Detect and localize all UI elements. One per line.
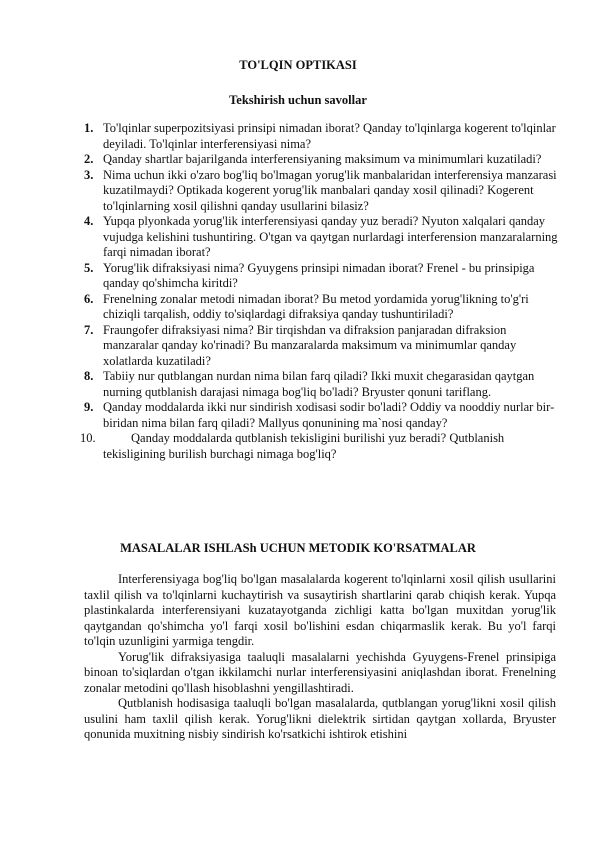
list-item-text: Yorug'lik difraksiyasi nima? Gyuygens prinsipi nimadan iborat? Frenel - bu prinsipiga qanday qo'shimcha kiritdi? — [103, 260, 535, 290]
page-subtitle: Tekshirish uchun savollar — [229, 93, 367, 107]
list-number: 9. — [84, 400, 94, 414]
list-number: 10. — [80, 431, 96, 445]
list-item — [84, 152, 562, 168]
paragraph: Yorug'lik difraksiyasiga taaluqli masalalarni yechishda Gyuygens-Frenel prinsipiga binoan to'siqlardan o'tgan ikkilamchi nurlar interferensiyasini aniqlashdan iborat. Frenelning zonalar metodini qo'llash hisoblashni yengillashtiradi. — [84, 649, 556, 695]
page-title: TO'LQIN OPTIKASI — [239, 58, 357, 72]
list-item-text: Qanday moddalarda ikki nur sindirish xodisasi sodir bo'ladi? Oddiy va nooddiy nurlar bir-biridan nima bilan farq qiladi? Mallyus qonunining ma`nosi qanday? — [103, 400, 555, 430]
list-item-text: Qanday moddalarda qutblanish tekisligini burilishi yuz beradi? Qutblanish — [131, 431, 505, 445]
list-item — [84, 261, 562, 292]
paragraph: Qutblanish hodisasiga taaluqli bo'lgan masalalarda, qutblangan yorug'likni xosil qilish usulini ham taxlil qilish kerak. Yorug'likni dielektrik sirtidan qaytgan xollarda, Bryuster qonunida muxitning nisbiy sindirish ko'rsatkichi ishtirok etishini — [84, 696, 556, 741]
list-item — [80, 431, 562, 462]
list-item — [84, 400, 562, 431]
list-item — [84, 323, 562, 370]
list-item — [84, 292, 562, 323]
list-item — [84, 214, 562, 261]
list-item — [84, 168, 562, 215]
list-item-text: Frenelning zonalar metodi nimadan iborat? Bu metod yordamida yorug'likning to'g'ri chiziqli tarqalish, oddiy to'siqlardagi difraksiya qanday tushuntiriladi? — [103, 291, 529, 321]
list-number: 4. — [84, 214, 94, 228]
question-list — [80, 121, 562, 462]
list-item-text: Yupqa plyonkada yorug'lik interferensiyasi qanday yuz beradi? Nyuton xalqalari qanday vujudga kelishini tushuntiring. O'tgan va qaytgan nurlardagi interferension manzaralarning farqi nimadan iborat? — [103, 214, 558, 259]
list-item-text: Tabiiy nur qutblangan nurdan nima bilan farq qiladi? Ikki muxit chegarasidan qaytgan nurning qutblanish darajasi nimaga bog'liq bo'ladi? Bryuster qonuni tariflang. — [103, 369, 535, 399]
list-item-text-continuation: tekisligining burilish burchagi nimaga bog'liq? — [103, 446, 337, 461]
body-text — [84, 572, 556, 743]
list-item-text: Nima uchun ikki o'zaro bog'liq bo'lmagan yorug'lik manbalaridan interferensiya manzarasi kuzatilmaydi? Optikada kogerent yorug'lik manbalari qanday xosil qilinadi? Kogerent to'lqinlarning xosil qilishni qanday usullarini bilasiz? — [103, 167, 557, 213]
list-number: 3. — [84, 167, 94, 182]
list-number: 6. — [84, 291, 94, 306]
list-item — [84, 369, 562, 400]
section-heading: MASALALAR ISHLASh UCHUN METODIK KO'RSATMALAR — [120, 541, 476, 555]
list-item-text: Qanday shartlar bajarilganda interferensiyaning maksimum va minimumlari kuzatiladi? — [103, 152, 542, 166]
list-number: 5. — [84, 260, 94, 275]
list-number: 7. — [84, 322, 94, 337]
list-number: 2. — [84, 152, 94, 166]
list-number: 8. — [84, 369, 94, 383]
list-number: 1. — [84, 121, 94, 135]
list-item — [84, 121, 562, 152]
list-item-text: To'lqinlar superpozitsiyasi prinsipi nimadan iborat? Qanday to'lqinlarga kogerent to'lqinlar deyiladi. To'lqinlar interferensiyasi nima? — [103, 121, 556, 151]
list-item-text: Fraungofer difraksiyasi nima? Bir tirqishdan va difraksion panjaradan difraksion manzaralar qanday ko'rinadi? Bu manzaralarda maksimum va minimumlar qanday xolatlarda kuzatiladi? — [103, 322, 517, 368]
paragraph: Interferensiyaga bog'liq bo'lgan masalalarda kogerent to'lqinlarni xosil qilish usullarini taxlil qilish va to'lqinlarni kuchaytirish va susaytirish shartlarini qarab chiqish kerak. Yupqa plastinkalarda interferensiyani kuzatayotganda zichligi katta bo'lgan muxitdan yorug'lik qaytgandan qo'shimcha yo'l farqi xosil bo'lishini esdan chiqarmaslik kerak. Bu yo'l farqi to'lqin uzunligini yarmiga tengdir. — [84, 572, 556, 648]
